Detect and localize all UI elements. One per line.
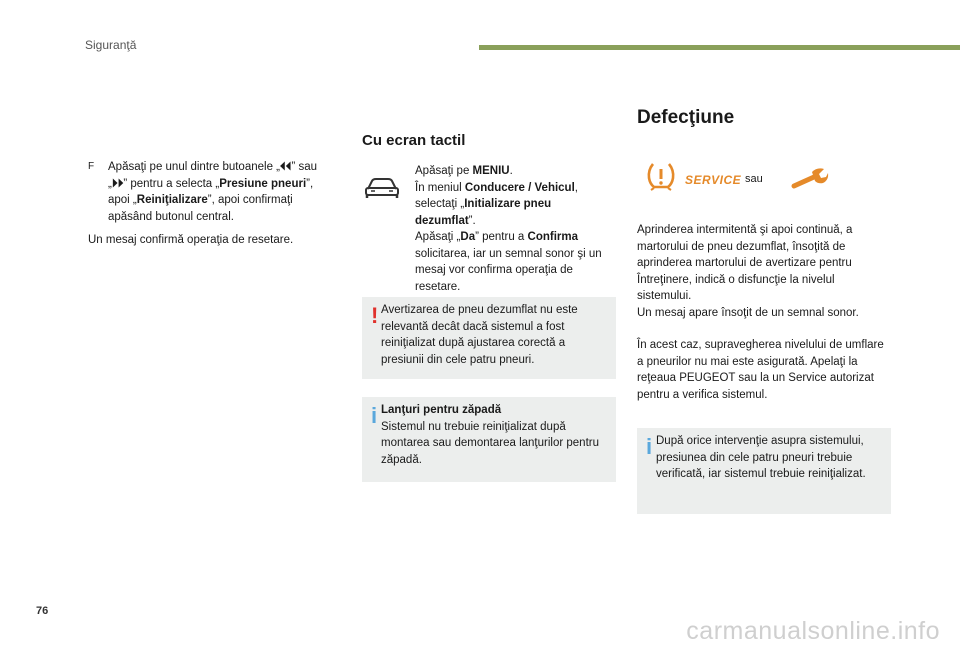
da-label: Da xyxy=(460,231,476,243)
option-label: Initializare pneu dezumflat xyxy=(415,198,552,227)
malfunction-paragraph: În acest caz, supravegherea nivelului de umflare a pneurilor nu mai este asigurată. Apelaţi la reţeaua PEUGEOT sau la un Service autorizat pentru a verifica sistemul. xyxy=(637,339,884,401)
step-text: ” pentru a selecta „ xyxy=(123,177,220,190)
service-wrench-icon xyxy=(790,164,832,192)
warning-note xyxy=(362,297,616,379)
malfunction-paragraph: Un mesaj apare însoţit de un semnal sonor. xyxy=(637,307,859,319)
touchscreen-steps xyxy=(415,163,615,295)
warning-note-text: Avertizarea de pneu dezumflat nu este relevantă decât dacă sistemul a fost reiniţializat după ajustarea corectă a presiunii din cele patru pneuri. xyxy=(381,304,578,366)
warning-mark-icon: ! xyxy=(371,303,379,328)
section-title: Siguranţă xyxy=(85,38,137,52)
warning-lamps-row xyxy=(645,160,895,200)
step-bullet: F xyxy=(88,161,95,172)
info-note-intervention xyxy=(637,428,891,514)
menu-path-label: Conducere / Vehicul xyxy=(464,181,575,194)
step-text: ”, apoi confirmaţi apăsând butonul central. xyxy=(108,194,293,223)
touchscreen-heading: Cu ecran tactil xyxy=(362,132,466,149)
prev-button-symbol: ⏴⏴ xyxy=(279,161,292,173)
service-label: SERVICE xyxy=(685,173,742,187)
confirm-label: Confirma xyxy=(527,231,578,243)
malfunction-paragraph: Aprinderea intermitentă şi apoi continuă, a martorului de pneu dezumflat, însoţită de aprinderea martorului de avertizare pentru Întreţinere, indică o disfuncţie la nivelul sistemului. xyxy=(637,224,853,302)
step-text: ”. xyxy=(468,214,476,227)
info-note-snow-chains xyxy=(362,397,616,482)
info-mark-icon: i xyxy=(646,434,653,459)
next-button-symbol: ⏵⏵ xyxy=(111,177,124,190)
tire-pressure-warning-icon xyxy=(645,160,677,192)
info-mark-icon: i xyxy=(371,403,378,428)
or-text: sau xyxy=(745,173,763,185)
confirm-message: Un mesaj confirmă operaţia de resetare. xyxy=(88,234,294,246)
info-note-text: Sistemul nu trebuie reiniţializat după montarea sau demontarea lanţurilor pentru zăpadă. xyxy=(381,420,599,466)
page-number: 76 xyxy=(36,605,49,617)
step-text: Apăsaţi „ xyxy=(415,231,461,243)
menu-label: MENIU xyxy=(472,165,510,177)
step-text: ” pentru a xyxy=(475,231,528,243)
step-text: . xyxy=(509,165,513,177)
info-note-body xyxy=(381,402,609,468)
step-text: ” sau „ xyxy=(108,161,318,190)
menu-option-reinit: Reiniţializare xyxy=(136,194,208,206)
step-text: În meniul xyxy=(415,181,465,194)
step-text: , selectaţi „ xyxy=(415,181,578,210)
step-instruction xyxy=(88,159,338,225)
info-note-title: Lanţuri pentru zăpadă xyxy=(381,404,502,416)
header-accent-bar xyxy=(479,45,960,50)
step-text: Apăsaţi pe unul dintre butoanele „ xyxy=(108,161,280,173)
info-note-text: După orice intervenţie asupra sistemului, presiunea din cele patru pneuri trebuie verificată, iar sistemul trebuie reiniţializat. xyxy=(656,435,866,480)
step-text: solicitarea, iar un semnal sonor şi un mesaj vor confirma operaţia de resetare. xyxy=(415,247,602,293)
malfunction-heading: Defecţiune xyxy=(637,107,735,128)
car-icon xyxy=(363,175,401,199)
step-text: Apăsaţi pe xyxy=(415,165,473,177)
watermark: carmanualsonline.info xyxy=(686,617,940,645)
menu-option-presiune: Presiune pneuri xyxy=(219,177,307,190)
step-text: ”, apoi „ xyxy=(108,177,314,206)
